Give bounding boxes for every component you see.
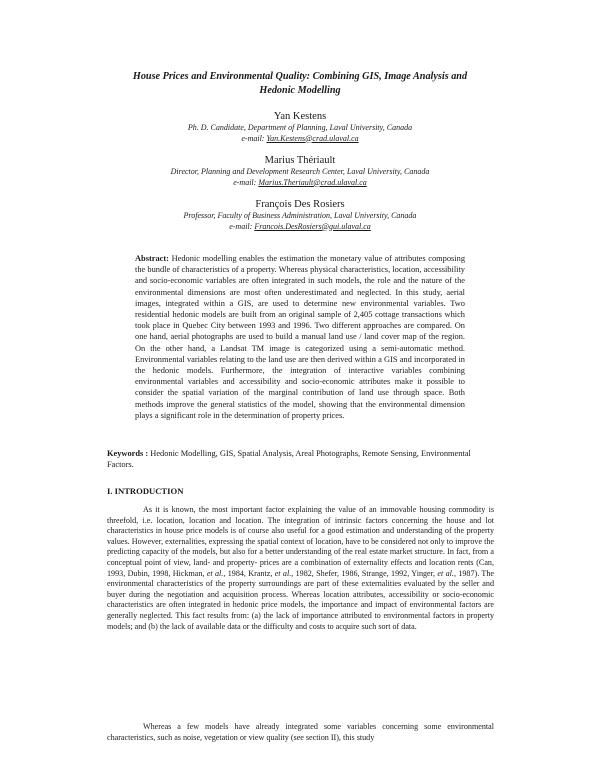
author-email-line (90, 222, 510, 233)
paragraph-text: As it is known, the most important factor explaining the value of an immovable housing commodity is threefold, i.e. location, location and location. The integration of intrinsic factors concerning the house and lot characteristics in house price models is of course also useful for a good estimation and understanding of the property values. However, externalities, expressing the spatial context of location, have to be considered not only to improve the predicting capacity of the models, but also for a better understanding of the real estate market structure. In fact, from a conceptual point of view, land- and property- prices are a combination of externality effects and location rents (Can, 1993, Dubin, 1998, Hickman, (107, 505, 494, 578)
section-heading: I. INTRODUCTION (107, 486, 184, 496)
paper-title (100, 70, 500, 97)
email-prefix: e-mail: (233, 177, 259, 187)
author-affiliation: Ph. D. Candidate, Department of Planning, Laval University, Canada (187, 123, 413, 132)
title-line-2: Hedonic Modelling (259, 84, 341, 96)
title-line-1: House Prices and Environmental Quality: Combining GIS, Image Analysis and (132, 71, 468, 82)
author-affiliation: Professor, Faculty of Business Administration, Laval University, Canada (183, 211, 417, 220)
intro-paragraph-2 (107, 722, 494, 743)
citation-etal: et al. (206, 568, 224, 578)
citation-etal: et al. (437, 568, 454, 578)
author-name: François Des Rosiers (255, 199, 345, 210)
intro-paragraph-1 (107, 505, 494, 632)
paragraph-text: , 1982, Shefer, 1986, Strange, 1992, Yinger, (291, 568, 436, 578)
abstract-label: Abstract: (135, 254, 169, 263)
paragraph-text: , 1987). The environmental characteristics of the property surroundings are part of these externalities evaluated by the seller and buyer during the negotiation and acquisition process. Whereas location attributes, accessibility or socio-economic characteristics are often integrated in hedonic price models, the importance and impact of environmental factors are generally neglected. This fact results from: (a) the lack of importance attributed to environmental factors in property models; and (b) the lack of available data or the difficulty and costs to acquire such sort of data. (107, 568, 495, 631)
author-block-1 (90, 110, 510, 144)
keywords (107, 448, 492, 470)
abstract-text: Hedonic modelling enables the estimation the monetary value of attributes composing the bundle of characteristics of a property. Whereas physical characteristics, location, accessibility and socio-economic variables are often integrated in such models, the role and the nature of the environmental dimensions are most often underestimated and neglected. In this study, aerial images, integrated within a GIS, are used to determine new environmental variables. Two residential hedonic models are built from an original sample of 2,405 cottage transactions which took place in Quebec City between 1993 and 1996. Two different approaches are compared. On one hand, aerial photographs are used to build a manual land use / land cover map of the region. On the other hand, a Landsat TM image is categorized using a semi-automatic method. Environmental variables relating to the land use are then derived within a GIS and incorporated in the hedonic models. Furthermore, the integration of interactive variables combining environmental variables and accessibility and socio-economic attributes make it possible to consider the spatial variation of the marginal contribution of land use through space. Both methods improve the general statistics of the model, showing that the environmental dimension plays a significant role in the determination of property prices. (135, 254, 466, 420)
author-affiliation: Director, Planning and Development Research Center, Laval University, Canada (170, 167, 430, 176)
citation-etal: et al. (274, 568, 292, 578)
email-prefix: e-mail: (241, 133, 267, 143)
abstract (135, 253, 465, 421)
paragraph-text: Whereas a few models have already integrated some variables concerning some environmental characteristics, such as noise, vegetation or view quality (see section II), this study (107, 722, 494, 742)
author-name: Yan Kestens (273, 111, 327, 122)
author-email-link[interactable]: Yan.Kestens@crad.ulaval.ca (266, 133, 359, 143)
author-email-link[interactable]: Marius.Theriault@crad.ulaval.ca (258, 177, 367, 187)
email-prefix: e-mail: (229, 221, 255, 231)
author-email-line (90, 178, 510, 189)
keywords-text: Hedonic Modelling, GIS, Spatial Analysis, Areal Photographs, Remote Sensing, Environmental Factors. (107, 449, 471, 470)
paragraph-text: , 1984, Krantz, (223, 568, 273, 578)
author-email-line (90, 134, 510, 145)
keywords-label: Keywords : (107, 449, 149, 458)
author-block-2 (90, 154, 510, 188)
author-block-3 (90, 198, 510, 232)
author-email-link[interactable]: Francois.DesRosiers@gui.ulaval.ca (254, 221, 371, 231)
author-name: Marius Thériault (264, 155, 336, 166)
